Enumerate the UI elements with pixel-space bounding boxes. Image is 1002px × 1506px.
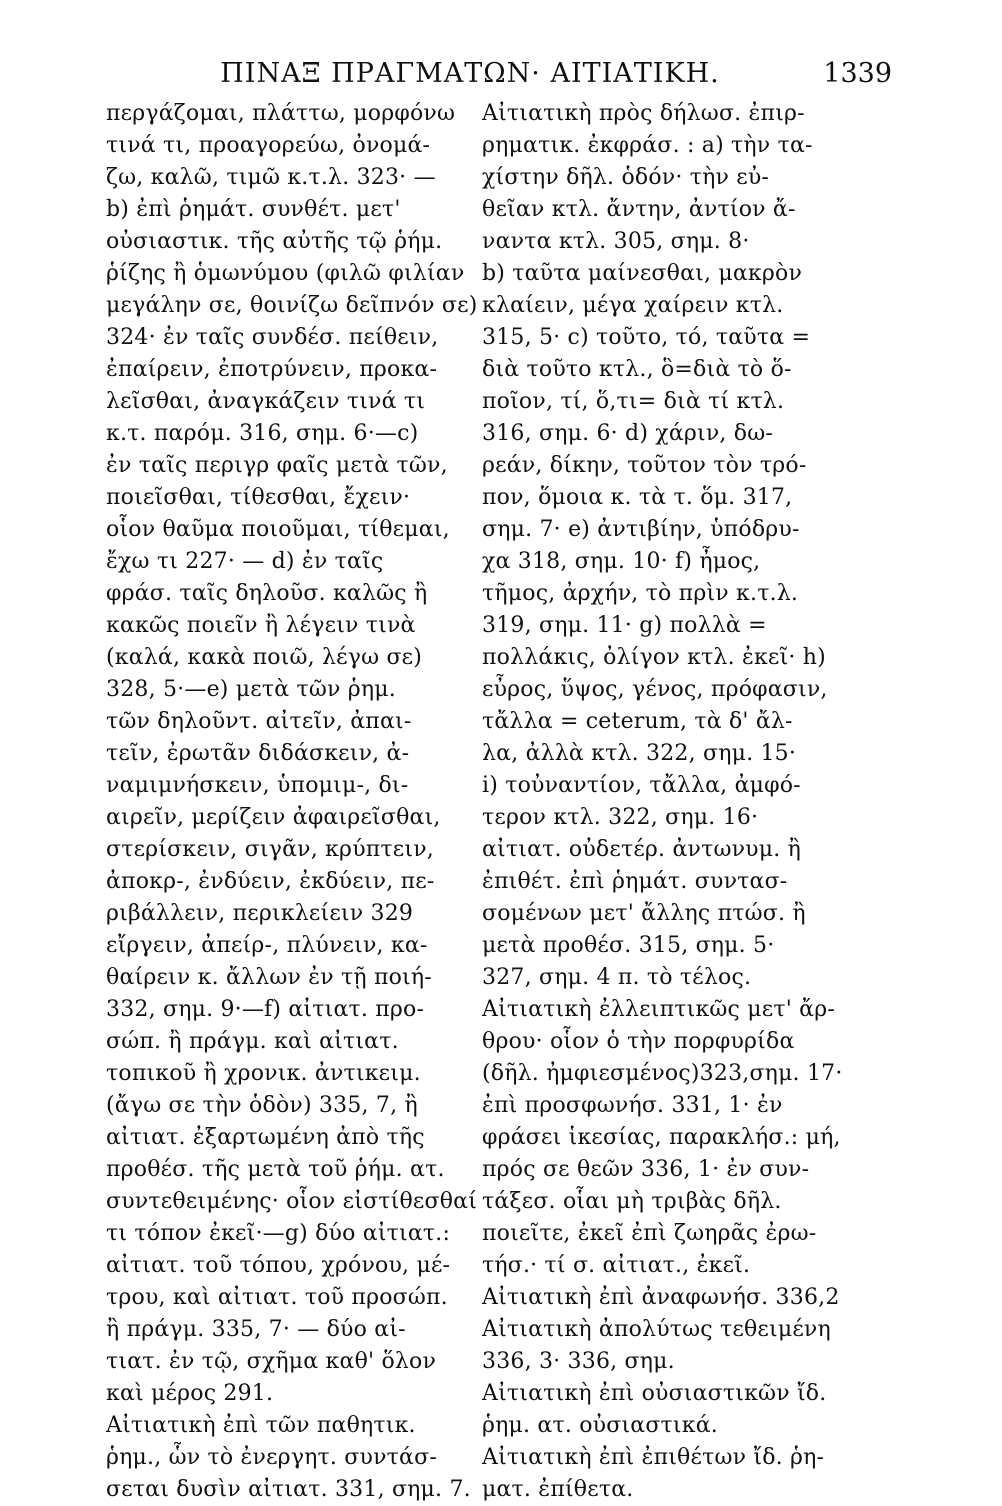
text-line: Αἰτιατικὴ ἐπὶ οὐσιαστικῶν ἴδ. xyxy=(482,1381,827,1406)
text-line: κ.τ. παρόμ. 316, σημ. 6·—c) xyxy=(106,421,419,446)
text-line: ρηματικ. ἐκφράσ. : a) τὴν τα- xyxy=(482,133,813,158)
text-line: ἀποκρ-, ἐνδύειν, ἐκδύειν, πε- xyxy=(106,869,435,894)
text-line: περγάζομαι, πλάττω, μορφόνω xyxy=(106,101,456,126)
text-line: (δῆλ. ἠμφιεσμένος)323,σημ. 17· xyxy=(482,1061,843,1086)
text-line: ἔχω τι 227· — d) ἐν ταῖς xyxy=(106,549,384,574)
text-line: ριβάλλειν, περικλείειν 329 xyxy=(106,901,414,926)
text-line: τερον κτλ. 322, σημ. 16· xyxy=(482,805,759,830)
text-line: πον, ὅμοια κ. τὰ τ. ὅμ. 317, xyxy=(482,485,793,510)
text-line: λεῖσθαι, ἀναγκάζειν τινά τι xyxy=(106,389,426,414)
text-line: ἢ πράγμ. 335, 7· — δύο αἰ- xyxy=(106,1317,406,1342)
text-line: ναμιμνήσκειν, ὑπομιμ-, δι- xyxy=(106,773,409,798)
text-line: πρός σε θεῶν 336, 1· ἐν συν- xyxy=(482,1157,810,1182)
text-line: τάξεσ. οἷαι μὴ τριβὰς δῆλ. xyxy=(482,1189,782,1214)
text-line: ἐπαίρειν, ἐποτρύνειν, προκα- xyxy=(106,357,438,382)
text-line: διὰ τοῦτο κτλ., ὃ=διὰ τὸ ὅ- xyxy=(482,357,792,382)
text-line: σεται δυσὶν αἰτιατ. 331, σημ. 7. xyxy=(106,1477,471,1502)
text-line: τι τόπον ἐκεῖ·—g) δύο αἰτιατ.: xyxy=(106,1221,451,1246)
text-line: (ἄγω σε τὴν ὁδὸν) 335, 7, ἢ xyxy=(106,1093,418,1118)
text-line: τρου, καὶ αἰτιατ. τοῦ προσώπ. xyxy=(106,1285,448,1310)
text-line: Αἰτιατικὴ πρὸς δήλωσ. ἐπιρ- xyxy=(482,101,805,126)
text-line: 319, σημ. 11· g) πολλὰ = xyxy=(482,613,767,638)
text-line: εὖρος, ὕψος, γένος, πρόφασιν, xyxy=(482,677,828,702)
text-line: ῥημ., ὧν τὸ ἐνεργητ. συντάσ- xyxy=(106,1445,437,1470)
text-line: 328, 5·—e) μετὰ τῶν ῥημ. xyxy=(106,677,396,702)
text-line: χίστην δῆλ. ὁδόν· τὴν εὐ- xyxy=(482,165,770,190)
text-line: φράσ. ταῖς δηλοῦσ. καλῶς ἢ xyxy=(106,581,428,606)
text-line: χα 318, σημ. 10· f) ἦμος, xyxy=(482,549,761,574)
text-line: b) ταῦτα μαίνεσθαι, μακρὸν xyxy=(482,261,803,286)
text-line: ἐν ταῖς περιγρ φαῖς μετὰ τῶν, xyxy=(106,453,448,478)
text-line: αιρεῖν, μερίζειν ἀφαιρεῖσθαι, xyxy=(106,805,441,830)
text-line: σομένων μετ' ἄλλης πτώσ. ἢ xyxy=(482,901,806,926)
text-line: σημ. 7· e) ἀντιβίην, ὑπόδρυ- xyxy=(482,517,800,542)
text-line: Αἰτιατικὴ ἐπὶ τῶν παθητικ. xyxy=(106,1413,416,1438)
text-line: τοπικοῦ ἢ χρονικ. ἀντικειμ. xyxy=(106,1061,421,1086)
text-line: 316, σημ. 6· d) χάριν, δω- xyxy=(482,421,774,446)
text-line: τιατ. ἐν τῷ, σχῆμα καθ' ὅλον xyxy=(106,1349,437,1374)
text-line: 327, σημ. 4 π. τὸ τέλος. xyxy=(482,965,752,990)
text-line: ῥημ. ατ. οὐσιαστικά. xyxy=(482,1413,718,1438)
text-line: αἰτιατ. ἐξαρτωμένη ἀπὸ τῆς xyxy=(106,1125,425,1150)
text-line: ζω, καλῶ, τιμῶ κ.τ.λ. 323· — xyxy=(106,165,436,190)
text-line: ποιεῖσθαι, τίθεσθαι, ἔχειν· xyxy=(106,485,411,510)
text-line: 336, 3· 336, σημ. xyxy=(482,1349,675,1374)
text-line: ματ. ἐπίθετα. xyxy=(482,1477,634,1502)
text-line: τἄλλα = ceterum, τὰ δ' ἄλ- xyxy=(482,709,793,734)
text-line: προθέσ. τῆς μετὰ τοῦ ῥήμ. ατ. xyxy=(106,1157,445,1182)
text-line: κακῶς ποιεῖν ἢ λέγειν τινὰ xyxy=(106,613,416,638)
text-line: (καλά, κακὰ ποιῶ, λέγω σε) xyxy=(106,645,423,670)
text-line: φράσει ἱκεσίας, παρακλήσ.: μή, xyxy=(482,1125,841,1150)
right-column xyxy=(482,98,877,1506)
text-line: τῆμος, ἀρχήν, τὸ πρὶν κ.τ.λ. xyxy=(482,581,799,606)
text-line: ποιεῖτε, ἐκεῖ ἐπὶ ζωηρᾶς ἐρω- xyxy=(482,1221,817,1246)
text-line: ποῖον, τί, ὅ,τι= διὰ τί κτλ. xyxy=(482,389,785,414)
text-line: 315, 5· c) τοῦτο, τό, ταῦτα = xyxy=(482,325,811,350)
left-column xyxy=(106,98,481,1506)
text-line: τήσ.· τί σ. αἰτιατ., ἐκεῖ. xyxy=(482,1253,751,1278)
text-line: πολλάκις, ὀλίγον κτλ. ἐκεῖ· h) xyxy=(482,645,826,670)
text-line: τινά τι, προαγορεύω, ὀνομά- xyxy=(106,133,431,158)
text-line: ἐπὶ προσφωνήσ. 331, 1· ἐν xyxy=(482,1093,783,1118)
text-line: b) ἐπὶ ῥημάτ. συνθέτ. μετ' xyxy=(106,197,401,222)
text-line: θεῖαν κτλ. ἄντην, ἀντίον ἄ- xyxy=(482,197,796,222)
page-number: 1339 xyxy=(823,58,892,89)
text-line: Αἰτιατικὴ ἀπολύτως τεθειμένη xyxy=(482,1317,831,1342)
text-line: θρου· οἷον ὁ τὴν πορφυρίδα xyxy=(482,1029,795,1054)
text-line: καὶ μέρος 291. xyxy=(106,1381,274,1406)
text-line: αἰτιατ. τοῦ τόπου, χρόνου, μέ- xyxy=(106,1253,451,1278)
text-line: συντεθειμένης· οἷον εἰστίθεσθαί xyxy=(106,1189,478,1214)
text-line: στερίσκειν, σιγᾶν, κρύπτειν, xyxy=(106,837,434,862)
text-line: ῥίζης ἢ ὁμωνύμου (φιλῶ φιλίαν xyxy=(106,261,465,286)
text-line: ναντα κτλ. 305, σημ. 8· xyxy=(482,229,750,254)
text-line: μετὰ προθέσ. 315, σημ. 5· xyxy=(482,933,775,958)
text-line: κλαίειν, μέγα χαίρειν κτλ. xyxy=(482,293,784,318)
text-line: αἰτιατ. οὐδετέρ. ἀντωνυμ. ἢ xyxy=(482,837,801,862)
text-line: εἴργειν, ἀπείρ-, πλύνειν, κα- xyxy=(106,933,428,958)
text-line: τῶν δηλοῦντ. αἰτεῖν, ἀπαι- xyxy=(106,709,412,734)
text-line: ἐπιθέτ. ἐπὶ ῥημάτ. συντασ- xyxy=(482,869,788,894)
text-line: τεῖν, ἐρωτᾶν διδάσκειν, ἀ- xyxy=(106,741,410,766)
text-line: 324· ἐν ταῖς συνδέσ. πείθειν, xyxy=(106,325,439,350)
text-line: θαίρειν κ. ἄλλων ἐν τῇ ποιή- xyxy=(106,965,432,990)
text-line: λα, ἀλλὰ κτλ. 322, σημ. 15· xyxy=(482,741,797,766)
text-line: Αἰτιατικὴ ἐλλειπτικῶς μετ' ἄρ- xyxy=(482,997,835,1022)
text-line: οὐσιαστικ. τῆς αὐτῆς τῷ ῥήμ. xyxy=(106,229,443,254)
text-line: Αἰτιατικὴ ἐπὶ ἀναφωνήσ. 336,2 xyxy=(482,1285,840,1310)
text-line: οἷον θαῦμα ποιοῦμαι, τίθεμαι, xyxy=(106,517,450,542)
running-header: ΠΙΝΑΞ ΠΡΑΓΜΑΤΩΝ· ΑΙΤΙΑΤΙΚΗ. xyxy=(220,58,720,89)
text-line: 332, σημ. 9·—f) αἰτιατ. προ- xyxy=(106,997,425,1022)
text-line: ρεάν, δίκην, τοῦτον τὸν τρό- xyxy=(482,453,807,478)
text-line: i) τοὐναντίον, τἄλλα, ἀμφό- xyxy=(482,773,801,798)
text-line: Αἰτιατικὴ ἐπὶ ἐπιθέτων ἴδ. ῥη- xyxy=(482,1445,825,1470)
text-line: μεγάλην σε, θοινίζω δεῖπνόν σε) xyxy=(106,293,478,318)
text-line: σώπ. ἢ πράγμ. καὶ αἰτιατ. xyxy=(106,1029,399,1054)
